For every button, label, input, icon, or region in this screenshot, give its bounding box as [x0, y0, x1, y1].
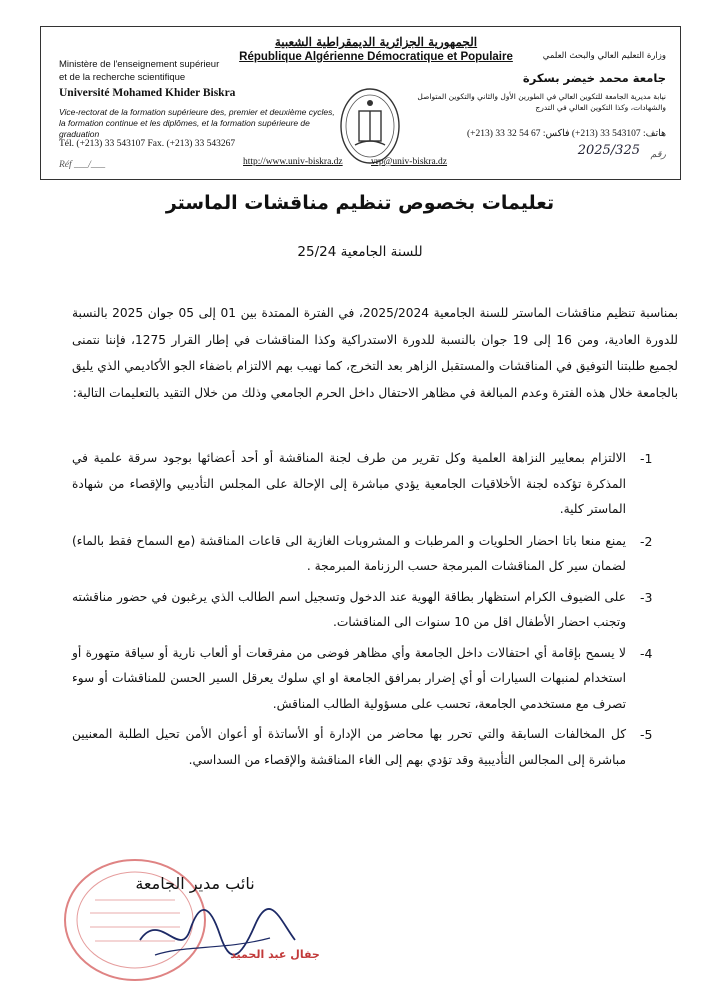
- ar-vice-rectorate: نيابة مديرية الجامعة للتكوين العالي في الطورين الأول والثاني والتكوين المتواصل والشهادات، وكذا التكوين العالي في التدرج: [417, 92, 666, 112]
- rule-number: -1: [640, 451, 653, 466]
- rule-item: [72, 585, 653, 636]
- ar-university: جامعة محمد خيضر بسكرة: [522, 71, 666, 85]
- rule-text: كل المخالفات السابقة والتي تحرر بها محاضر من الإدارة أو الأساتذة أو أعوان الأمن تحيل الطلبة المعنيين مباشرة إلى المجالس التأديبية وقد تؤدي بهم إلى الغاء المناقشة والإقصاء من السداسي.: [72, 727, 626, 767]
- rule-number: -2: [640, 533, 653, 549]
- website-link[interactable]: http://www.univ-biskra.dz: [243, 157, 343, 167]
- ar-reference-label: رقم: [650, 150, 666, 160]
- rule-item: [72, 446, 653, 523]
- rule-text: الالتزام بمعايير النزاهة العلمية وكل تقرير من طرف لجنة المناقشة أو أحد أعضائها بوجود سرقة علمية في المذكرة تؤكده لجنة الأخلاقيات الجامعية يؤدي مباشرة إلى الإحالة على المجلس التأديبي والإقصاء من شهادة الماستر كلية.: [72, 451, 626, 516]
- fr-republic: République Algérienne Démocratique et Populaire: [239, 51, 513, 63]
- fr-reference: Réf ___/___: [59, 160, 106, 170]
- rule-text: يمنع منعا باتا احضار الحلويات و المرطبات و المشروبات الغازية الى قاعات المناقشة (مع السماح فقط بالماء) لضمان سير كل المناقشات المبرمجة حسب الرزنامة المبرمجة .: [72, 533, 626, 573]
- letterhead: [40, 26, 681, 180]
- rule-number: -5: [640, 727, 653, 742]
- signatory-title: نائب مدير الجامعة: [135, 874, 255, 893]
- document-title: تعليمات بخصوص تنظيم مناقشات الماستر: [165, 192, 555, 214]
- fr-ministry-line-1: Ministère de l'enseignement supérieur: [59, 59, 220, 70]
- rule-item: [72, 722, 653, 773]
- ar-republic: الجمهورية الجزائرية الديمقراطية الشعبية: [274, 35, 478, 49]
- rule-text: لا يسمح بإقامة أي احتفالات داخل الجامعة وأي مظاهر فوضى من مفرقعات أو ألعاب نارية أو سياقة متهورة أو استخدام لمنبهات السيارات أو أي إضرار بمرافق الجامعة او اي سلوك يعرقل السير الحسن للمناقشات أو سوء تصرف مع مستخدمي الجامعة، تحسب على مسؤولية الطالب المناقش.: [72, 645, 626, 711]
- email-link[interactable]: vrp@univ-biskra.dz: [371, 157, 448, 167]
- ar-reference-number: 2025/325: [577, 143, 640, 158]
- rule-item: [72, 641, 653, 718]
- rules-list: [72, 446, 653, 773]
- ar-ministry: وزارة التعليم العالي والبحث العلمي: [542, 51, 666, 61]
- fr-university: Université Mohamed Khider Biskra: [59, 87, 236, 99]
- fr-vice-rectorate: Vice-rectorat de la formation supérieure des, premier et deuxième cycles, la formation continue et les diplômes, et la formation supérieure de graduation: [59, 107, 335, 139]
- signatory-name: جفال عبد الحميد: [230, 948, 320, 961]
- ar-contact: هاتف: 543107 33 (213+) فاكس: 67 54 32 33 (213+): [466, 129, 666, 139]
- rule-number: -4: [640, 645, 653, 661]
- fr-contact: Tél. (+213) 33 543107 Fax. (+213) 33 543267: [59, 139, 236, 149]
- fr-ministry-line-2: et de la recherche scientifique: [59, 72, 186, 83]
- rule-text: على الضيوف الكرام استظهار بطاقة الهوية عند الدخول وتسجيل اسم الطالب الذي يرغبون في حضور مناقشته وتجنب احضار الأطفال اقل من 10 سنوات الى المناقشات.: [72, 589, 626, 629]
- rule-item: [72, 529, 653, 580]
- rule-number: -3: [640, 589, 653, 605]
- intro-paragraph: بمناسبة تنظيم مناقشات الماستر للسنة الجامعية 2025/2024، في الفترة الممتدة بين 01 إلى 05 جوان 2025 بالنسبة للدورة العادية، ومن 16 إلى 19 جوان بالنسبة للدورة الاستدراكية وكذا المناقشات في إطار القرار 1275، فإننا نتمنى لجميع طلبتنا التوفيق في المناقشات والمستقبل الزاهر بعد التخرج، كما نهيب بهم الالتزام باضفاء الجو الأكاديمي الذي يليق بالجامعة خلال هذه الفترة وعدم المبالغة في مظاهر الاحتفال داخل الحرم الجامعي وذلك من خلال التقيد بالتعليمات التالية:: [72, 306, 678, 400]
- document-subtitle: للسنة الجامعية 25/24: [297, 244, 423, 260]
